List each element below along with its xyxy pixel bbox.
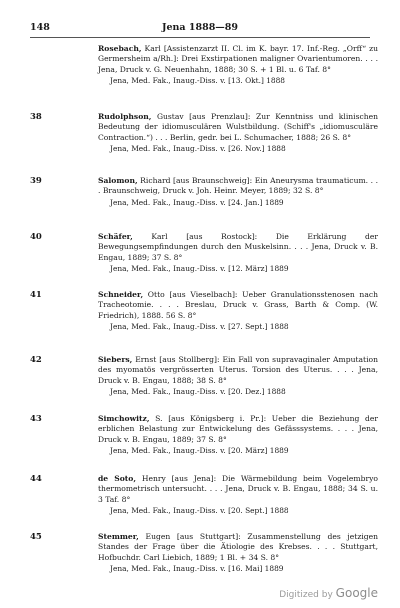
entry-text: Karl [aus Rostock]: Die Erklärung der Bewegungsempfindungen durch den Muskelsinn. . . . Jena, Druck v. B. Engau, 1889; 37 S. 8° — [98, 232, 378, 262]
page-number: 148 — [30, 22, 50, 33]
entry-text: Gustav [aus Prenzlau]: Zur Kenntniss und klinischen Bedeutung der idiomusculären Wulstbildung. (Schiff's „idiomusculäre Contraction.“) . . . Berlin, gedr. bei L. Schumacher, 1888; 26 S. 8° — [98, 112, 379, 142]
entry-body — [98, 44, 378, 75]
bib-entry — [30, 474, 378, 516]
bib-entry — [30, 112, 378, 154]
entry-author: Siebers, — [98, 355, 133, 364]
entry-text: Ernst [aus Stollberg]: Ein Fall von supravaginaler Amputation des myomatös vergrösserten Uterus. Torsion des Uterus. . . . Jena, Druck v. B. Engau, 1888; 38 S. 8° — [98, 355, 378, 385]
entry-number: 41 — [30, 290, 42, 300]
digitized-watermark — [279, 586, 378, 600]
entry-author: Rudolphson, — [98, 112, 152, 121]
entry-body — [98, 290, 378, 321]
bib-entry — [30, 355, 378, 397]
entry-author: Rosebach, — [98, 44, 142, 53]
bib-entry — [30, 176, 378, 208]
entry-note: Jena, Med. Fak., Inaug.-Diss. v. [24. Jan.] 1889 — [110, 197, 284, 207]
entry-text: Henry [aus Jena]: Die Wärmebildung beim Vogelembryo thermometrisch untersucht. . . . Jena, Druck v. B. Engau, 1888; 34 S. u. 3 Taf. 8° — [98, 474, 378, 504]
entry-body — [98, 112, 378, 143]
entry-number: 40 — [30, 232, 42, 242]
running-title: Jena 1888—89 — [161, 22, 239, 33]
entry-body — [98, 355, 378, 386]
entry-number: 43 — [30, 414, 42, 424]
entry-body — [98, 474, 378, 505]
entry-text: Otto [aus Vieselbach]: Ueber Granulationsstenosen nach Tracheotomie. . . . Breslau, Druck v. Grass, Barth & Comp. (W. Friedrich), 1888. 56 S. 8° — [98, 290, 378, 320]
page-header — [30, 22, 370, 36]
entry-note: Jena, Med. Fak., Inaug.-Diss. v. [16. Mai] 1889 — [110, 564, 284, 574]
entry-body — [98, 232, 378, 263]
entry-body — [98, 176, 378, 197]
bib-entry — [30, 44, 378, 86]
bib-entry — [30, 414, 378, 456]
entry-note: Jena, Med. Fak., Inaug.-Diss. v. [12. März] 1889 — [110, 264, 289, 274]
entry-author: Schneider, — [98, 290, 144, 299]
entry-text: Eugen [aus Stuttgart]: Zusammenstellung des jetzigen Standes der Frage über die Ätiologie des Krebses. . . . Stuttgart, Hofbuchdr. Carl Liebich, 1889; 1 Bl. + 34 S. 8° — [98, 532, 378, 562]
entry-text: S. [aus Königsberg i. Pr.]: Ueber die Beziehung der erblichen Belastung zur Entwickelung des Gefässsystems. . . . Jena, Druck v. B. Engau, 1889; 37 S. 8° — [98, 414, 378, 444]
entry-number: 39 — [30, 176, 42, 186]
entry-author: de Soto, — [98, 474, 136, 483]
entry-number: 45 — [30, 532, 42, 542]
header-rule — [30, 37, 370, 38]
entry-note: Jena, Med. Fak., Inaug.-Diss. v. [13. Okt.] 1888 — [110, 76, 286, 86]
entry-note: Jena, Med. Fak., Inaug.-Diss. v. [20. Sept.] 1888 — [110, 506, 289, 516]
entry-note: Jena, Med. Fak., Inaug.-Diss. v. [27. Sept.] 1888 — [110, 322, 289, 332]
watermark-prefix: Digitized by — [279, 590, 333, 600]
entry-number: 38 — [30, 112, 42, 122]
bib-entry — [30, 232, 378, 274]
entry-text: Karl [Assistenzarzt II. Cl. im K. bayr. 17. Inf.-Reg. „Orff“ zu Germersheim a/Rh.]: Drei Exstirpationen maligner Ovarientumoren. . . . Jena, Druck v. G. Neuenhahn, 1888; 30 S. + 1 Bl. u. 6 Taf. 8° — [98, 44, 378, 74]
entry-body — [98, 414, 378, 445]
entry-body — [98, 532, 378, 563]
entry-author: Stemmer, — [98, 532, 139, 541]
entry-author: Simchowitz, — [98, 414, 150, 423]
entry-author: Schäfer, — [98, 232, 133, 241]
bib-entry — [30, 290, 378, 332]
entry-text: Richard [aus Braunschweig]: Ein Aneurysma traumaticum. . . . Braunschweig, Druck v. Joh. Heinr. Meyer, 1889; 32 S. 8° — [98, 176, 378, 196]
google-logo: Google — [335, 586, 378, 600]
entry-note: Jena, Med. Fak., Inaug.-Diss. v. [26. Nov.] 1888 — [110, 144, 286, 154]
entry-note: Jena, Med. Fak., Inaug.-Diss. v. [20. Dez.] 1888 — [110, 387, 286, 397]
entry-author: Salomon, — [98, 176, 138, 185]
bib-entry — [30, 532, 378, 574]
entry-number: 42 — [30, 355, 42, 365]
entry-note: Jena, Med. Fak., Inaug.-Diss. v. [20. März] 1889 — [110, 446, 289, 456]
entry-number: 44 — [30, 474, 42, 484]
